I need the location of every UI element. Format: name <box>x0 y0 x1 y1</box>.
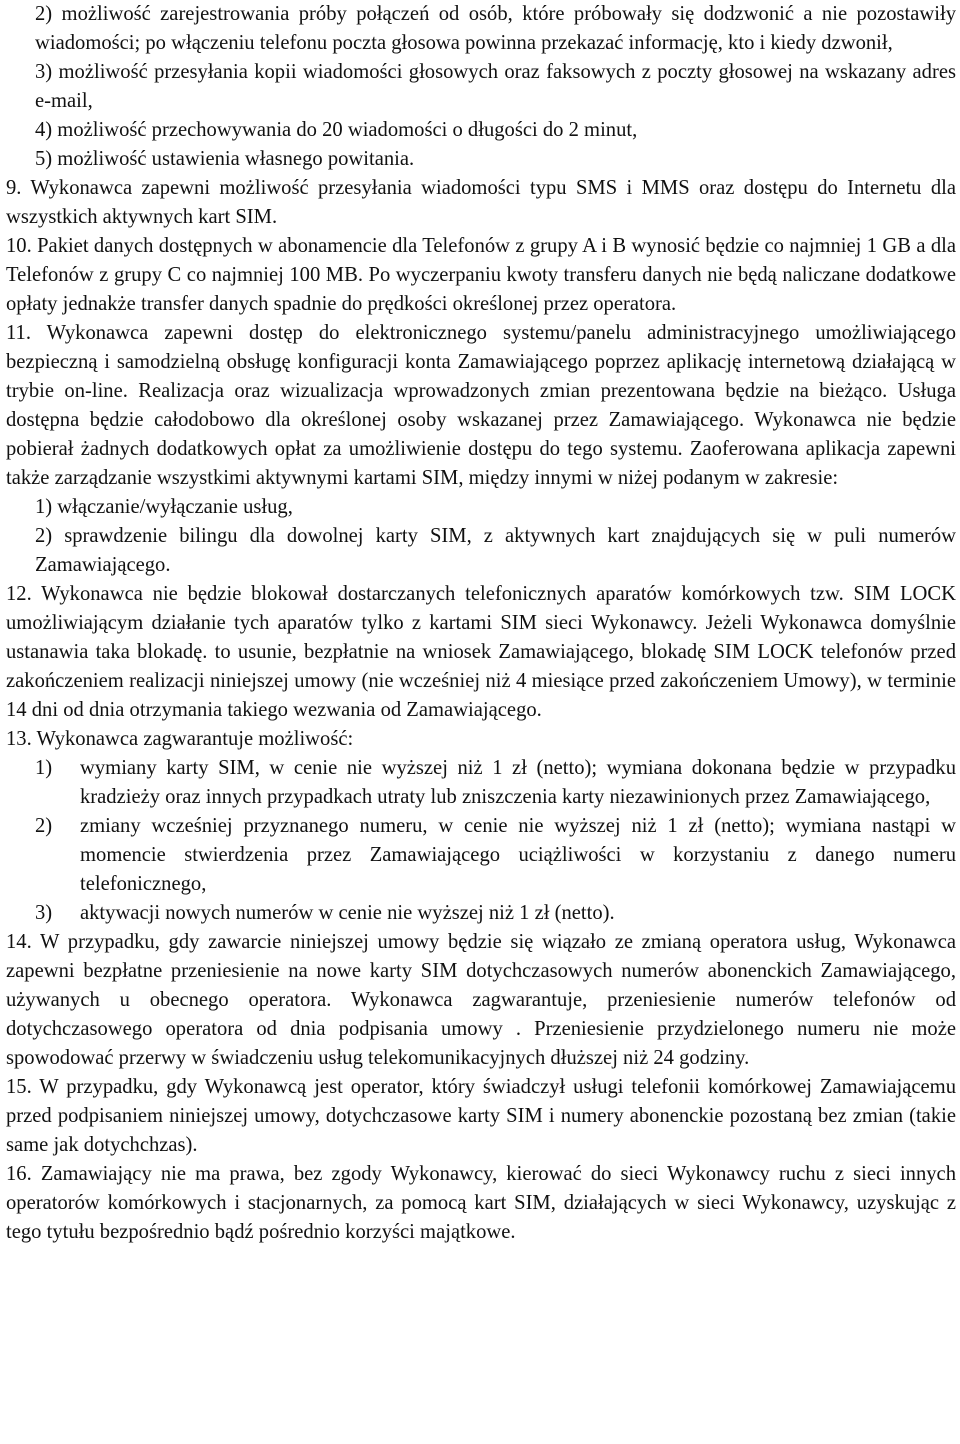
intro-item-3: 3) możliwość przesyłania kopii wiadomości głosowych oraz faksowych z poczty głosowej na wskazany adres e-mail, <box>35 61 956 112</box>
paragraph-13-item-1 <box>6 754 956 812</box>
paragraph-9: 9. Wykonawca zapewni możliwość przesyłania wiadomości typu SMS i MMS oraz dostępu do Internetu dla wszystkich aktywnych kart SIM. <box>6 177 956 228</box>
paragraph-15: 15. W przypadku, gdy Wykonawcą jest operator, który świadczył usługi telefonii komórkowej Zamawiającemu przed podpisaniem niniejszej umowy, dotychczasowe karty SIM i numery abonenckie pozostaną bez zmian (takie same jak dotychchzas). <box>6 1076 956 1156</box>
paragraph-13-item-2 <box>6 812 956 899</box>
list-item-text: zmiany wcześniej przyznanego numeru, w cenie nie wyższej niż 1 zł (netto); wymiana nastąpi w momencie stwierdzenia przez Zamawiającego uciążliwości w korzystaniu z danego numeru telefonicznego, <box>80 815 956 895</box>
list-marker: 2) <box>35 815 53 837</box>
document-page <box>6 0 956 1247</box>
list-marker: 3) <box>35 902 53 924</box>
paragraph-16: 16. Zamawiający nie ma prawa, bez zgody Wykonawcy, kierować do sieci Wykonawcy ruchu z sieci innych operatorów komórkowych i stacjonarnych, za pomocą kart SIM, działających w sieci Wykonawcy, uzyskując z tego tytułu bezpośrednio bądź pośrednio korzyści majątkowe. <box>6 1163 956 1243</box>
paragraph-12: 12. Wykonawca nie będzie blokował dostarczanych telefonicznych aparatów komórkowych tzw. SIM LOCK umożliwiającym działanie tych aparatów tylko z kartami SIM sieci Wykonawcy. Jeżeli Wykonawca domyślnie ustanawia taka blokadę. to usunie, bezpłatnie na wniosek Zamawiającego, blokadę SIM LOCK telefonów przed zakończeniem realizacji niniejszej umowy (nie wcześniej niż 4 miesiące przed zakończeniem Umowy), w terminie 14 dni od dnia otrzymania takiego wezwania od Zamawiającego. <box>6 583 956 721</box>
list-marker: 1) <box>35 757 53 779</box>
intro-item-2: 2) możliwość zarejestrowania próby połączeń od osób, które próbowały się dodzwonić a nie pozostawiły wiadomości; po włączeniu telefonu poczta głosowa powinna przekazać informację, kto i kiedy dzwonił, <box>35 3 956 54</box>
paragraph-11: 11. Wykonawca zapewni dostęp do elektronicznego systemu/panelu administracyjnego umożliwiającego bezpieczną i samodzielną obsługę konfiguracji konta Zamawiającego poprzez aplikację internetową działającą w trybie on-line. Realizacja oraz wizualizacja wprowadzonych zmian prezentowana będzie na bieżąco. Usługa dostępna będzie całodobowo dla określonej osoby wskazanej przez Zamawiającego. Wykonawca nie będzie pobierał żadnych dodatkowych opłat za umożliwienie dostępu do tego systemu. Zaoferowana aplikacja zapewni także zarządzanie wszystkimi aktywnymi kartami SIM, między innymi w niżej podanym w zakresie: <box>6 322 956 489</box>
paragraph-13-item-3 <box>6 899 956 928</box>
list-item-text: wymiany karty SIM, w cenie nie wyższej niż 1 zł (netto); wymiana dokonana będzie w przypadku kradzieży oraz innych przypadkach utraty lub zniszczenia karty niezawinionych przez Zamawiającego, <box>80 757 956 808</box>
paragraph-10: 10. Pakiet danych dostępnych w abonamencie dla Telefonów z grupy A i B wynosić będzie co najmniej 1 GB a dla Telefonów z grupy C co najmniej 100 MB. Po wyczerpaniu kwoty transferu danych nie będą naliczane dodatkowe opłaty jednakże transfer danych spadnie do prędkości określonej przez operatora. <box>6 235 956 315</box>
list-item-text: aktywacji nowych numerów w cenie nie wyższej niż 1 zł (netto). <box>80 902 615 924</box>
intro-item-4: 4) możliwość przechowywania do 20 wiadomości o długości do 2 minut, <box>35 119 638 141</box>
paragraph-11-item-1: 1) włączanie/wyłączanie usług, <box>35 496 293 518</box>
intro-item-5: 5) możliwość ustawienia własnego powitania. <box>35 148 415 170</box>
paragraph-11-item-2: 2) sprawdzenie bilingu dla dowolnej karty SIM, z aktywnych kart znajdujących się w puli numerów Zamawiającego. <box>35 525 956 576</box>
paragraph-13: 13. Wykonawca zagwarantuje możliwość: <box>6 728 354 750</box>
paragraph-14: 14. W przypadku, gdy zawarcie niniejszej umowy będzie się wiązało ze zmianą operatora usług, Wykonawca zapewni bezpłatne przeniesienie na nowe karty SIM dotychczasowych numerów abonenckich Zamawiającego, używanych u obecnego operatora. Wykonawca zagwarantuje, przeniesienie numerów telefonów od dotychczasowego operatora od dnia podpisania umowy . Przeniesienie przydzielonego numeru nie może spowodować przerwy w świadczeniu usług telekomunikacyjnych dłuższej niż 24 godziny. <box>6 931 956 1069</box>
paragraph-13-list <box>6 754 956 928</box>
